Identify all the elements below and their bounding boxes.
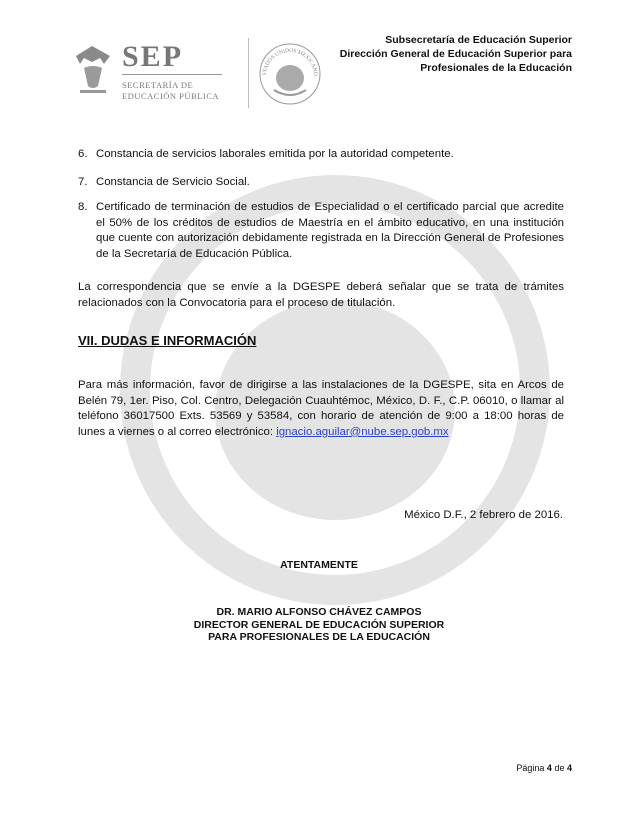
email-link[interactable]: ignacio.aguilar@nube.sep.gob.mx bbox=[276, 425, 449, 438]
signatory-title-1: DIRECTOR GENERAL DE EDUCACIÓN SUPERIOR bbox=[193, 618, 445, 631]
sep-wordmark: SEP bbox=[122, 40, 184, 73]
national-seal-icon bbox=[258, 38, 322, 108]
seal-text: STADOS UNIDOS MEXICANO bbox=[261, 47, 319, 77]
list-item-number: 8. bbox=[78, 201, 88, 213]
logo-subtitle-2: EDUCACIÓN PÚBLICA bbox=[122, 91, 220, 101]
signatory-title-2: PARA PROFESIONALES DE LA EDUCACIÓN bbox=[208, 631, 430, 643]
list-item bbox=[78, 200, 564, 262]
page-current: 4 bbox=[546, 763, 552, 773]
eagle-emblem-icon bbox=[70, 42, 116, 102]
logo-separator bbox=[248, 38, 249, 108]
list-item-text: Constancia de Servicio Social. bbox=[96, 176, 250, 188]
header-line-1: Subsecretaría de Educación Superior bbox=[385, 34, 572, 46]
list-item-number: 7. bbox=[78, 176, 88, 188]
correspondence-paragraph: La correspondencia que se envíe a la DGESPE deberá señalar que se trata de trámites relacionados con la Convocatoria para el proceso de titulación. bbox=[78, 281, 564, 309]
logo-subtitle-1: SECRETARÍA DE bbox=[122, 80, 194, 90]
header-line-2: Dirección General de Educación Superior para bbox=[339, 48, 572, 60]
list-item-text: Constancia de servicios laborales emitida por la autoridad competente. bbox=[96, 148, 454, 160]
list-item-text: Certificado de terminación de estudios de Especialidad o el certificado parcial que acredite el 50% de los créditos de estudios de Maestría en el ámbito educativo, en una institución que cuente con autorización debidamente registrada en la Dirección General de Profesiones de la Secretaría de Educación Pública. bbox=[96, 201, 564, 260]
page-total: 4 bbox=[566, 763, 572, 773]
closing-text: ATENTAMENTE bbox=[280, 559, 358, 571]
info-text: Para más información, favor de dirigirse a las instalaciones de la DGESPE, sita en Arcos de Belén 79, 1er. Piso, Col. Centro, Delegación Cuauhtémoc, México, D. F., C.P. 06010, o llamar al teléfono 36017500 Exts. 53569 y 53584, con horario de atención de 9:00 a 18:00 horas de lunes a viernes o al correo electrónico: bbox=[78, 379, 564, 438]
info-paragraph bbox=[78, 378, 564, 440]
logo-divider bbox=[122, 74, 222, 75]
list-item bbox=[78, 175, 564, 191]
list-item-number: 6. bbox=[78, 148, 88, 160]
list-item bbox=[78, 147, 564, 163]
page-number bbox=[516, 763, 572, 773]
date-line: México D.F., 2 febrero de 2016. bbox=[404, 509, 563, 521]
signatory-name: DR. MARIO ALFONSO CHÁVEZ CAMPOS bbox=[216, 606, 422, 618]
sep-logo bbox=[70, 38, 319, 108]
section-title: VII. DUDAS E INFORMACIÓN bbox=[78, 333, 257, 348]
page-of: de bbox=[554, 763, 565, 773]
page-label: Página bbox=[516, 763, 545, 773]
header-institution bbox=[340, 33, 572, 75]
signature-block bbox=[0, 606, 638, 644]
header-line-3: Profesionales de la Educación bbox=[420, 62, 572, 74]
